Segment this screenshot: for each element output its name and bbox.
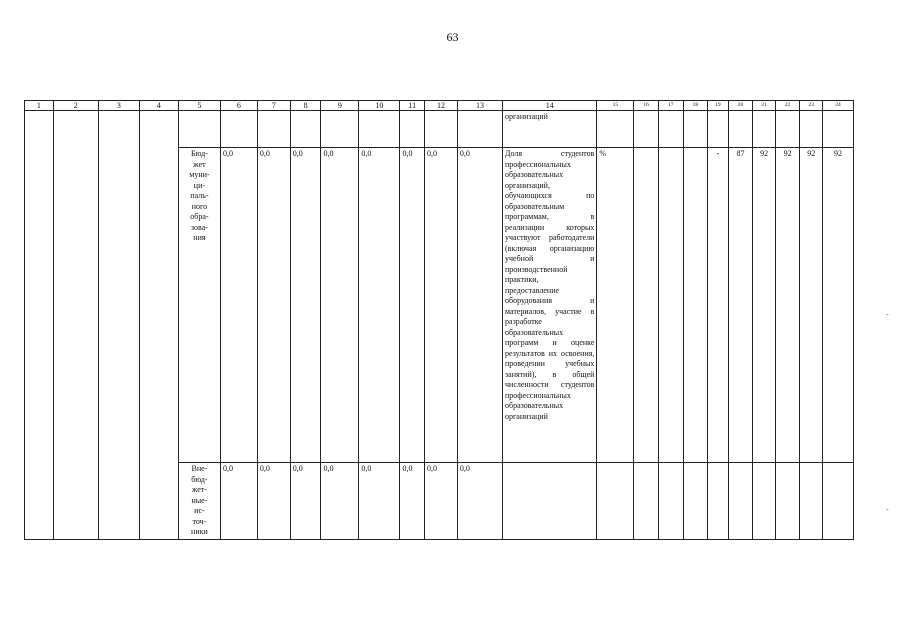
table-cell (359, 111, 400, 148)
table-cell (823, 463, 854, 540)
funding-source: Вне- бюд- жет- ные- ис- точ- ники (178, 463, 220, 540)
value-cell: 0,0 (321, 463, 359, 540)
table-cell (53, 111, 98, 540)
table-cell (658, 463, 683, 540)
table-cell (753, 111, 776, 148)
table-cell (178, 111, 220, 148)
table-cell (400, 111, 425, 148)
header-cell: 6 (220, 101, 257, 111)
table-cell (634, 111, 659, 148)
unit-cell: % (597, 148, 634, 463)
header-cell: 13 (457, 101, 502, 111)
target-value-23: 92 (800, 148, 823, 463)
value-cell: 0,0 (290, 148, 321, 463)
table-cell (728, 463, 753, 540)
side-mark: - (886, 505, 889, 514)
value-cell: 0,0 (257, 463, 290, 540)
header-cell: 10 (359, 101, 400, 111)
header-cell: 8 (290, 101, 321, 111)
table-cell (823, 111, 854, 148)
table-cell (98, 111, 139, 540)
value-cell: 0,0 (457, 463, 502, 540)
value-cell: 0,0 (220, 463, 257, 540)
header-cell: 18 (683, 101, 708, 111)
header-cell: 12 (425, 101, 458, 111)
table-cell (220, 111, 257, 148)
value-cell: 0,0 (457, 148, 502, 463)
target-value-22: 92 (775, 148, 800, 463)
table-cell (753, 463, 776, 540)
table-cell (634, 148, 659, 463)
value-cell: 0,0 (290, 463, 321, 540)
table-cell (708, 463, 729, 540)
value-cell: 0,0 (425, 463, 458, 540)
header-cell: 5 (178, 101, 220, 111)
value-cell: 0,0 (220, 148, 257, 463)
target-value-24: 92 (823, 148, 854, 463)
header-cell: 11 (400, 101, 425, 111)
header-cell: 23 (800, 101, 823, 111)
value-cell: 0,0 (359, 463, 400, 540)
header-cell: 19 (708, 101, 729, 111)
table-cell (425, 111, 458, 148)
header-cell: 9 (321, 101, 359, 111)
header-cell: 3 (98, 101, 139, 111)
header-cell: 7 (257, 101, 290, 111)
table-cell (503, 463, 597, 540)
table-cell (597, 111, 634, 148)
header-cell: 17 (658, 101, 683, 111)
header-cell: 24 (823, 101, 854, 111)
table-cell (658, 148, 683, 463)
value-cell: 0,0 (359, 148, 400, 463)
table-cell (800, 111, 823, 148)
target-value-19: - (708, 148, 729, 463)
table-cell (321, 111, 359, 148)
table-cell (708, 111, 729, 148)
table-cell (634, 463, 659, 540)
table-cell (457, 111, 502, 148)
header-cell: 22 (775, 101, 800, 111)
table-cell (683, 148, 708, 463)
funding-source: Бюд- жет муни- ци- паль- ного обра- зова- ния (178, 148, 220, 463)
header-cell: 20 (728, 101, 753, 111)
table-cell (728, 111, 753, 148)
table-cell (775, 463, 800, 540)
header-cell: 2 (53, 101, 98, 111)
table-cell (800, 463, 823, 540)
header-cell: 16 (634, 101, 659, 111)
header-cell: 21 (753, 101, 776, 111)
table-cell (597, 463, 634, 540)
target-value-21: 92 (753, 148, 776, 463)
indicator-description: Доля студентов профессиональных образовательных организаций, обучающихся по образовательным программам, в реализации которых участвуют работодатели (включая организацию учебной и производственной практики, предоставление оборудования и материалов, участие в разработке образовательных программ и оценке результатов их освоения, проведении учебных занятий), в общей численности студентов профессиональных образовательных организаций (503, 148, 597, 463)
table-cell (658, 111, 683, 148)
table-cell (25, 111, 54, 540)
table-cell (290, 111, 321, 148)
value-cell: 0,0 (321, 148, 359, 463)
header-cell: 4 (139, 101, 178, 111)
table-cell (683, 463, 708, 540)
table-cell (775, 111, 800, 148)
table-row-continuation (25, 111, 854, 148)
header-cell: 15 (597, 101, 634, 111)
side-mark: - (886, 310, 889, 319)
value-cell: 0,0 (425, 148, 458, 463)
header-row (25, 101, 854, 111)
header-cell: 1 (25, 101, 54, 111)
page-number: 63 (446, 30, 459, 44)
header-cell: 14 (503, 101, 597, 111)
indicator-tail: организаций (503, 111, 597, 148)
value-cell: 0,0 (400, 463, 425, 540)
value-cell: 0,0 (400, 148, 425, 463)
table-cell (683, 111, 708, 148)
table-cell (139, 111, 178, 540)
data-table (24, 100, 854, 540)
table-cell (257, 111, 290, 148)
target-value-20: 87 (728, 148, 753, 463)
value-cell: 0,0 (257, 148, 290, 463)
